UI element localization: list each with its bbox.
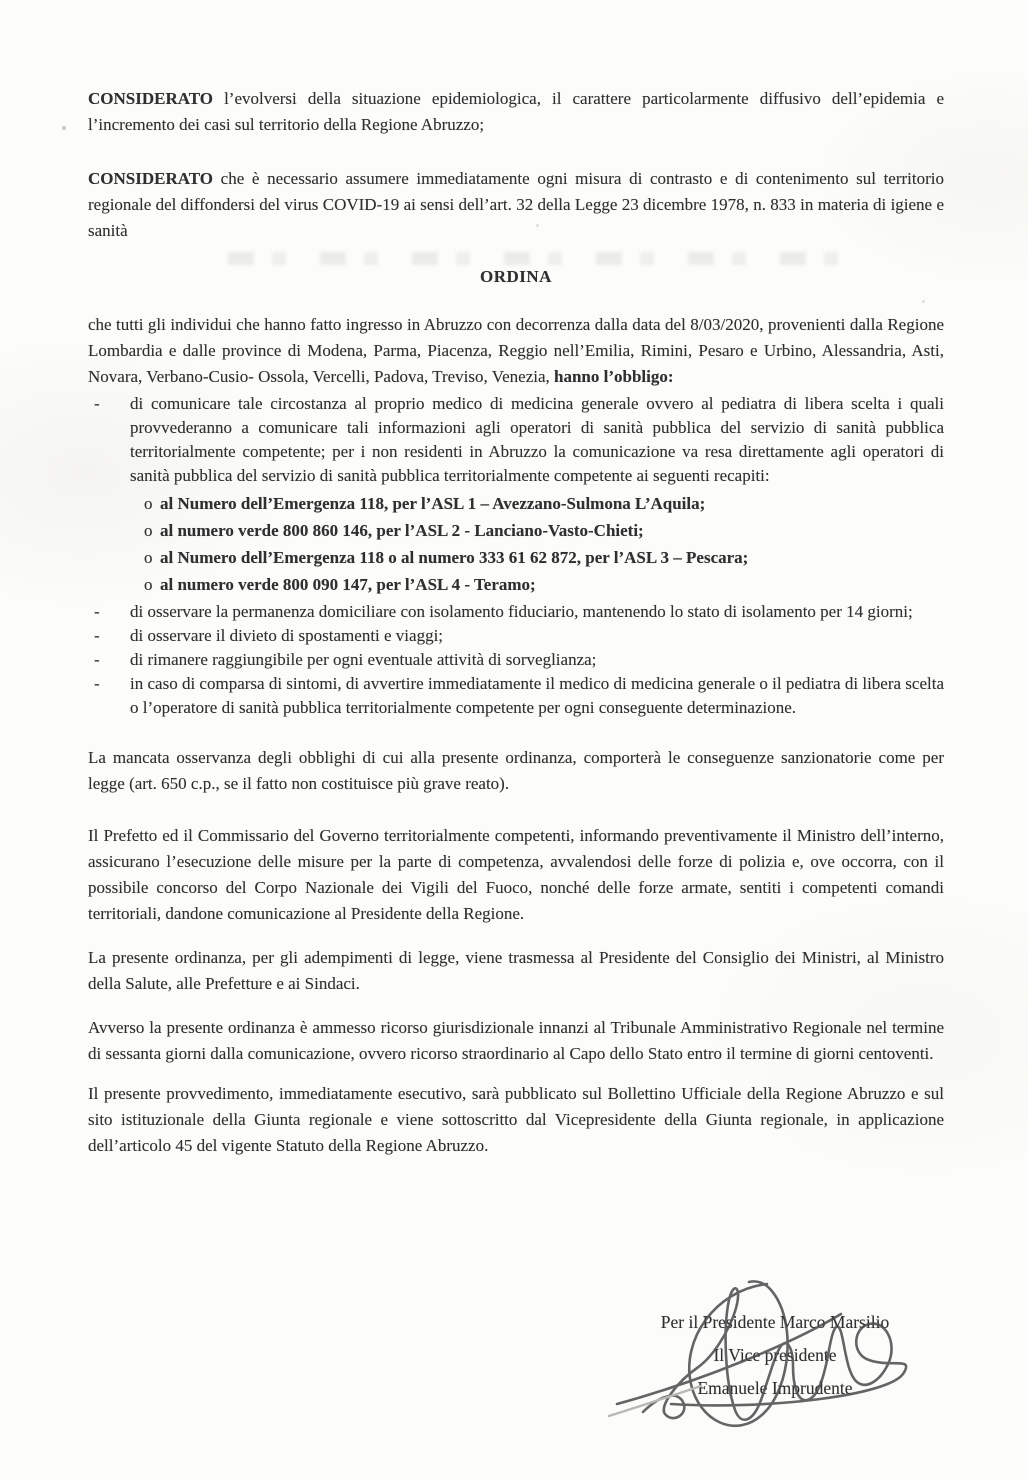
obligation-text: di osservare la permanenza domiciliare con isolamento fiduciario, mantenendo lo stato di isolamento per 14 giorni; (130, 602, 913, 621)
paragraph-prefect: Il Prefetto ed il Commissario del Governo territorialmente competenti, informando preventivamente il Ministro dell’interno, assicurano l’esecuzione delle misure per la parte di competenza, avvalendosi delle forze di polizia e, ove occorra, con il possibile concorso del Corpo Nazionale dei Vigili del Fuoco, nonché delle forze armate, sentiti i competenti comandi territoriali, dandone comunicazione al Presidente della Regione. (88, 826, 944, 923)
list-item-body (130, 392, 944, 600)
paragraph-appeal: Avverso la presente ordinanza è ammesso ricorso giurisdizionale innanzi al Tribunale Amministrativo Regionale nel termine di sessanta giorni dalla comunicazione, ovvero ricorso straordinario al Capo dello Stato entro il termine di giorni centoventi. (88, 1018, 944, 1063)
obligation-text: di comunicare tale circostanza al proprio medico di medicina generale ovvero al pediatra di libera scelta i quali provvederanno a comunicare tali informazioni agli operatori di sanità pubblica del servizio di sanità pubblica territorialmente competente; per i non residenti in Abruzzo la comunicazione va resa direttamente agli operatori di sanità pubblica del servizio di sanità pubblica territorialmente competente ai seguenti recapiti: (130, 394, 944, 485)
list-item (88, 392, 944, 600)
considerato-2-text: che è necessario assumere immediatamente ogni misura di contrasto e di contenimento sul territorio regionale del diffondersi del virus COVID-19 ai sensi dell’art. 32 della Legge 23 dicembre 1978, n. 833 in materia di igiene e sanità (88, 169, 944, 240)
contact-text: al Numero dell’Emergenza 118, per l’ASL 1 – Avezzano-Sulmona L’Aquila; (160, 494, 706, 513)
list-item (88, 624, 944, 648)
contact-text: al Numero dell’Emergenza 118 o al numero 333 61 62 872, per l’ASL 3 – Pescara; (160, 548, 749, 567)
paragraph-considerato-2 (88, 166, 944, 244)
list-item (130, 490, 944, 517)
considerato-1-text: l’evolversi della situazione epidemiologica, il carattere particolarmente diffusivo dell’epidemia e l’incremento dei casi sul territorio della Regione Abruzzo; (88, 89, 944, 134)
list-item (130, 517, 944, 544)
obligation-text: di osservare il divieto di spostamenti e viaggi; (130, 626, 444, 645)
dash-bullet: - (94, 650, 100, 669)
asl-contacts-list (130, 490, 944, 598)
obligations-list (88, 392, 944, 720)
considerato-2-lead: CONSIDERATO (88, 169, 214, 188)
dash-bullet: - (94, 602, 100, 621)
circle-bullet: o (144, 521, 153, 540)
contact-text: al numero verde 800 090 147, per l’ASL 4 - Teramo; (160, 575, 536, 594)
circle-bullet: o (144, 575, 153, 594)
paragraph-transmission: La presente ordinanza, per gli adempimenti di legge, viene trasmessa al Presidente del Consiglio dei Ministri, al Ministro della Salute, alle Prefetture e ai Sindaci. (88, 948, 944, 993)
list-item (130, 571, 944, 598)
dash-bullet: - (94, 394, 100, 413)
obligation-text: in caso di comparsa di sintomi, di avvertire immediatamente il medico di medicina generale o il pediatra di libera scelta o l’operatore di sanità pubblica territorialmente competente per ogni conseguente determinazione. (130, 674, 944, 717)
list-item (88, 672, 944, 720)
circle-bullet: o (144, 494, 153, 513)
obligation-text: di rimanere raggiungibile per ogni eventuale attività di sorveglianza; (130, 650, 597, 669)
dash-bullet: - (94, 674, 100, 693)
dash-bullet: - (94, 626, 100, 645)
considerato-1-lead: CONSIDERATO (88, 89, 214, 108)
list-item (130, 544, 944, 571)
signature-line-president: Per il Presidente Marco Marsilio (660, 1312, 890, 1332)
paragraph-intro (88, 312, 944, 390)
list-item (88, 648, 944, 672)
signature-line-name: Emanuele Imprudente (697, 1378, 853, 1398)
signature-line-role: Il Vice presidente (713, 1345, 837, 1365)
paragraph-considerato-1 (88, 86, 944, 138)
contact-text: al numero verde 800 860 146, per l’ASL 2 - Lanciano-Vasto-Chieti; (160, 521, 644, 540)
paragraph-sanctions: La mancata osservanza degli obblighi di cui alla presente ordinanza, comporterà le conseguenze sanzionatorie come per legge (art. 650 c.p., se il fatto non costituisce più grave reato). (88, 748, 944, 793)
list-item (88, 600, 944, 624)
signature-block (600, 1306, 950, 1405)
intro-bold-tail: hanno l’obbligo: (554, 367, 674, 386)
ordina-heading: ORDINA (480, 267, 552, 286)
paragraph-publication: Il presente provvedimento, immediatamente esecutivo, sarà pubblicato sul Bollettino Ufficiale della Regione Abruzzo e sul sito istituzionale della Giunta regionale e viene sottoscritto dal Vicepresidente della Giunta regionale, in applicazione dell’articolo 45 del vigente Statuto della Regione Abruzzo. (88, 1084, 944, 1155)
circle-bullet: o (144, 548, 153, 567)
intro-text: che tutti gli individui che hanno fatto ingresso in Abruzzo con decorrenza dalla data del 8/03/2020, provenienti dalla Regione Lombardia e dalle province di Modena, Parma, Piacenza, Reggio nell’Emilia, Rimini, Pesaro e Urbino, Alessandria, Asti, Novara, Verbano-Cusio- Ossola, Vercelli, Padova, Treviso, Venezia, (88, 315, 944, 386)
